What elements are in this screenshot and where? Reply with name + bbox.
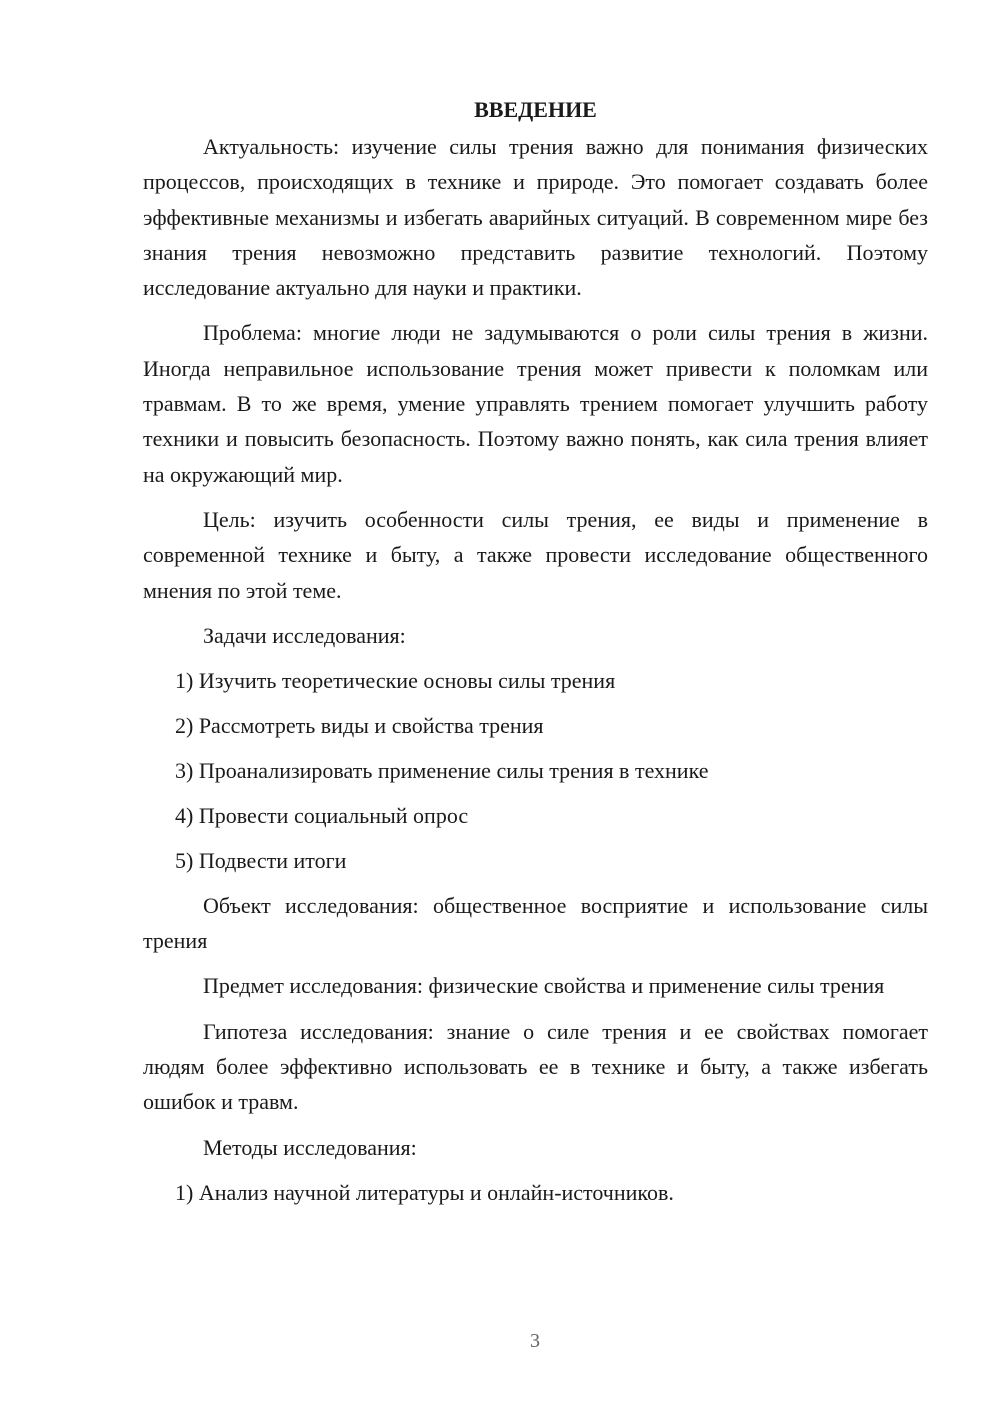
task-item: 2) Рассмотреть виды и свойства трения bbox=[175, 712, 544, 738]
problem-paragraph: Проблема: многие люди не задумываются о роли силы трения в жизни. Иногда неправильное использование трения может привести к поломкам или травмам. В то же время, умение управлять трением помогает улучшить работу техники и повысить безопасность. Поэтому важно понять, как сила трения влияет на окружающий мир. bbox=[143, 320, 928, 487]
task-item: 4) Провести социальный опрос bbox=[175, 802, 469, 828]
method-item: 1) Анализ научной литературы и онлайн-источников. bbox=[175, 1179, 674, 1205]
hypothesis-paragraph: Гипотеза исследования: знание о силе трения и ее свойствах помогает людям более эффективно использовать ее в технике и быту, а также избегать ошибок и травм. bbox=[143, 1018, 928, 1115]
tasks-list bbox=[143, 663, 928, 878]
object-paragraph: Объект исследования: общественное восприятие и использование силы трения bbox=[143, 892, 928, 954]
section-title: ВВЕДЕНИЕ bbox=[474, 97, 597, 122]
relevance-paragraph: Актуальность: изучение силы трения важно для понимания физических процессов, происходящих в технике и природе. Это помогает создавать более эффективные механизмы и избегать аварийных ситуаций. В современном мире без знания трения невозможно представить развитие технологий. Поэтому исследование актуально для науки и практики. bbox=[143, 134, 928, 301]
methods-list bbox=[143, 1175, 928, 1210]
task-item: 5) Подвести итоги bbox=[175, 847, 347, 873]
page-number: 3 bbox=[530, 1330, 540, 1352]
methods-label: Методы исследования: bbox=[203, 1134, 417, 1160]
task-item: 3) Проанализировать применение силы трения в технике bbox=[175, 757, 709, 783]
tasks-label: Задачи исследования: bbox=[203, 622, 406, 648]
subject-paragraph: Предмет исследования: физические свойства и применение силы трения bbox=[203, 973, 885, 999]
task-item: 1) Изучить теоретические основы силы трения bbox=[175, 667, 616, 693]
goal-paragraph: Цель: изучить особенности силы трения, ее виды и применение в современной технике и быту, а также провести исследование общественного мнения по этой теме. bbox=[143, 506, 928, 603]
document-page bbox=[143, 92, 928, 1220]
